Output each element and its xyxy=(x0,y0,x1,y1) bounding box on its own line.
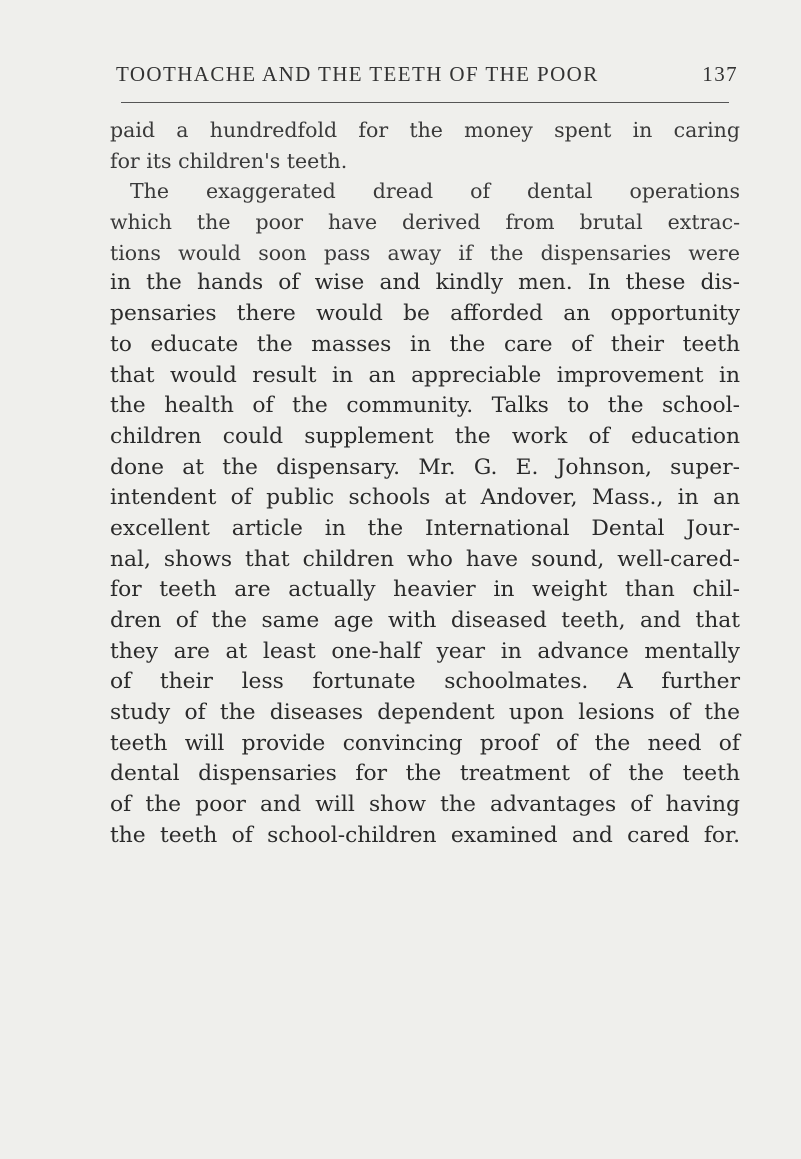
text-line: study of the diseases dependent upon lesions of the xyxy=(110,700,740,726)
text-line: the teeth of school-children examined and cared for. xyxy=(110,822,740,848)
text-line: dren of the same age with diseased teeth, and that xyxy=(110,608,740,633)
text-line: which the poor have derived from brutal extrac- xyxy=(110,210,740,235)
text-line: for teeth are actually heavier in weight than chil- xyxy=(110,577,740,603)
text-line: intendent of public schools at Andover, Mass., in an xyxy=(110,485,740,511)
running-head xyxy=(108,62,738,92)
text-line: The exaggerated dread of dental operations xyxy=(130,179,740,204)
text-line: done at the dispensary. Mr. G. E. Johnson, super- xyxy=(110,454,740,480)
text-line: teeth will provide convincing proof of the need of xyxy=(110,730,740,756)
text-line: pensaries there would be afforded an opportunity xyxy=(110,301,740,327)
text-line: in the hands of wise and kindly men. In these dis- xyxy=(110,270,740,296)
text-line: the health of the community. Talks to the school- xyxy=(110,393,740,419)
page-number: 137 xyxy=(702,62,738,86)
text-line: that would result in an appreciable improvement in xyxy=(110,362,740,388)
text-line: tions would soon pass away if the dispensaries were xyxy=(110,240,740,265)
text-line: of their less fortunate schoolmates. A further xyxy=(110,669,740,695)
text-line: children could supplement the work of education xyxy=(110,423,740,449)
text-line: excellent article in the International Dental Jour- xyxy=(110,515,740,541)
running-title: TOOTHACHE AND THE TEETH OF THE POOR xyxy=(116,62,599,86)
text-line: they are at least one-half year in advance mentally xyxy=(110,638,740,664)
text-line: for its children's teeth. xyxy=(110,148,348,173)
body-text xyxy=(110,115,740,852)
text-line: of the poor and will show the advantages of having xyxy=(110,792,740,818)
text-line: nal, shows that children who have sound, well-cared- xyxy=(110,546,740,572)
text-line: paid a hundredfold for the money spent in caring xyxy=(110,118,740,142)
text-line: dental dispensaries for the treatment of the teeth xyxy=(110,761,740,787)
header-rule xyxy=(121,102,729,103)
text-line: to educate the masses in the care of their teeth xyxy=(110,331,740,357)
